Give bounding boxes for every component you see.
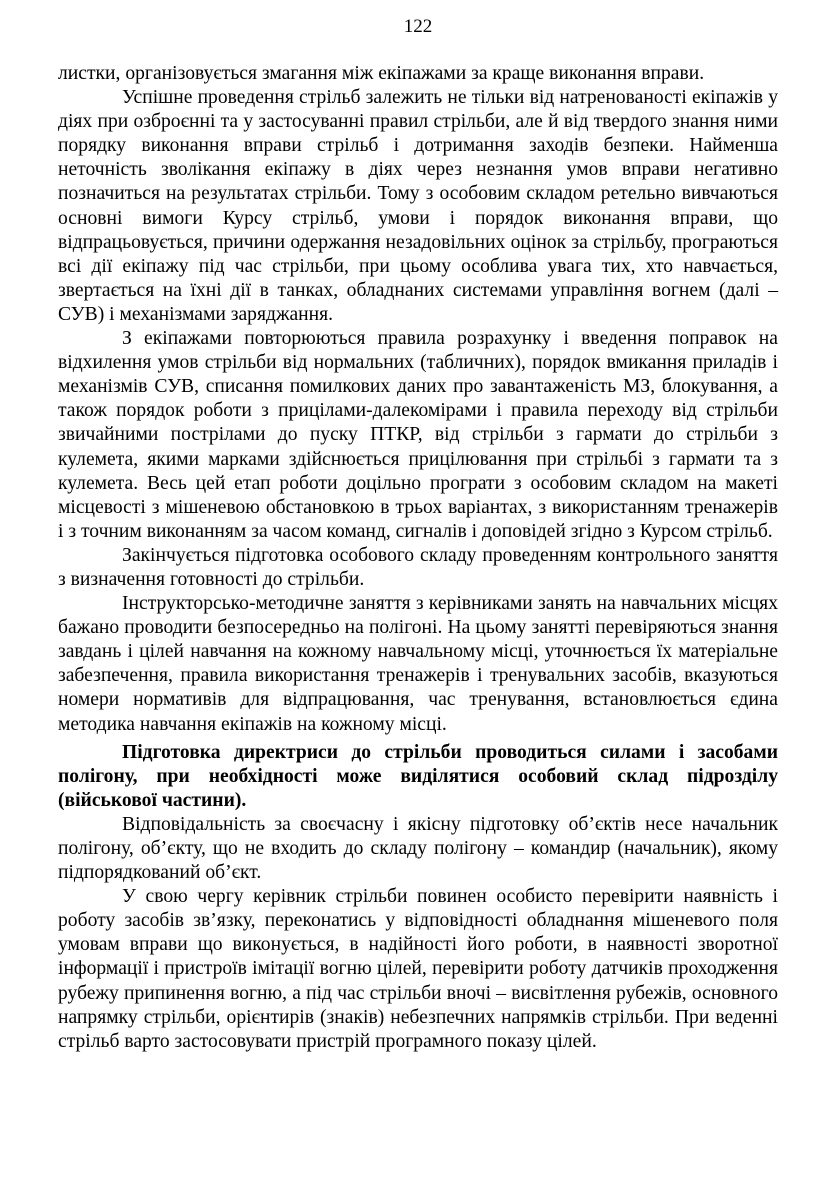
paragraph-successful-shooting: Успішне проведення стрільб залежить не тільки від натренованості екіпажів у діях при озброєнні та у застосуванні правил стрільби, але й від твердого знання ними порядку виконання вправи стрільб і дотримання заходів безпеки. Найменша неточність зволікання екіпажу в діях через незнання умов вправи негативно позначиться на результатах стрільби. Тому з особовим складом ретельно вивчаються основні вимоги Курсу стрільб, умови і порядок виконання вправи, що відпрацьовується, причини одержання незадовільних оцінок за стрільбу, програються всі дії екіпажу під час стрільби, при цьому особлива увага тих, хто навчається, звертається на їхні дії в танках, обладнаних системами управління вогнем (далі – СУВ) і механізмами заряджання.	[58, 87, 778, 325]
paragraph-instructor-lesson: Інструкторсько-методичне заняття з керівниками занять на навчальних місцях бажано проводити безпосередньо на полігоні. На цьому занятті перевіряються знання завдань і цілей навчання на кожному навчальному місці, уточнюється їх матеріальне забезпечення, правила використання тренажерів і тренувальних засобів, вказуються номери нормативів для відпрацювання, час тренування, встановлюється єдина методика навчання екіпажів на кожному місці.	[58, 593, 778, 735]
paragraph-responsibility: Відповідальність за своєчасну і якісну підготовку об’єктів несе начальник полігону, об’єкту, що не входить до складу полігону – командир (начальник), якому підпорядкований об’єкт.	[58, 813, 778, 884]
paragraph-control-lesson: Закінчується підготовка особового складу проведенням контрольного заняття з визначення готовності до стрільби.	[58, 544, 778, 590]
paragraph-shooting-leader: У свою чергу керівник стрільби повинен особисто перевірити наявність і роботу засобів зв’язку, переконатись у відповідності обладнання мішеневого поля умовам вправи що виконується, в надійності його роботи, в наявності зворотної інформації і пристроїв імітації вогню цілей, перевірити роботу датчиків проходження рубежу припинення вогню, а під час стрільби вночі – висвітлення рубежів, основного напрямку стрільби, орієнтирів (знаків) небезпечних напрямків стрільби. При веденні стрільб варто застосовувати пристрій програмного показу цілей.	[58, 886, 778, 1052]
paragraph-range-preparation-heading: Підготовка директриси до стрільби проводиться силами і засобами полігону, при необхідності може виділятися особовий склад підрозділу (військової частини).	[58, 741, 778, 811]
paragraph-continuation: листки, організовується змагання між екіпажами за краще виконання вправи.	[58, 63, 705, 84]
page-number: 122	[403, 16, 433, 37]
paragraph-crew-rules: З екіпажами повторюються правила розрахунку і введення поправок на відхилення умов стрільби від нормальних (табличних), порядок вмикання приладів і механізмів СУВ, списання помилкових даних про завантаженість МЗ, блокування, а також порядок роботи з прицілами-далекомірами і правила переходу від стрільби звичайними пострілами до пуску ПТКР, від стрільби з гармати до стрільби з кулемета, якими марками здійснюється прицілювання при стрільбі з гармати та з кулемета. Весь цей етап роботи доцільно програти з особовим складом на макеті місцевості з мішеневою обстановкою в трьох варіантах, з використанням тренажерів і з точним виконанням за часом команд, сигналів і доповідей згідно з Курсом стрільб.	[58, 328, 778, 542]
body-text	[58, 62, 778, 1054]
